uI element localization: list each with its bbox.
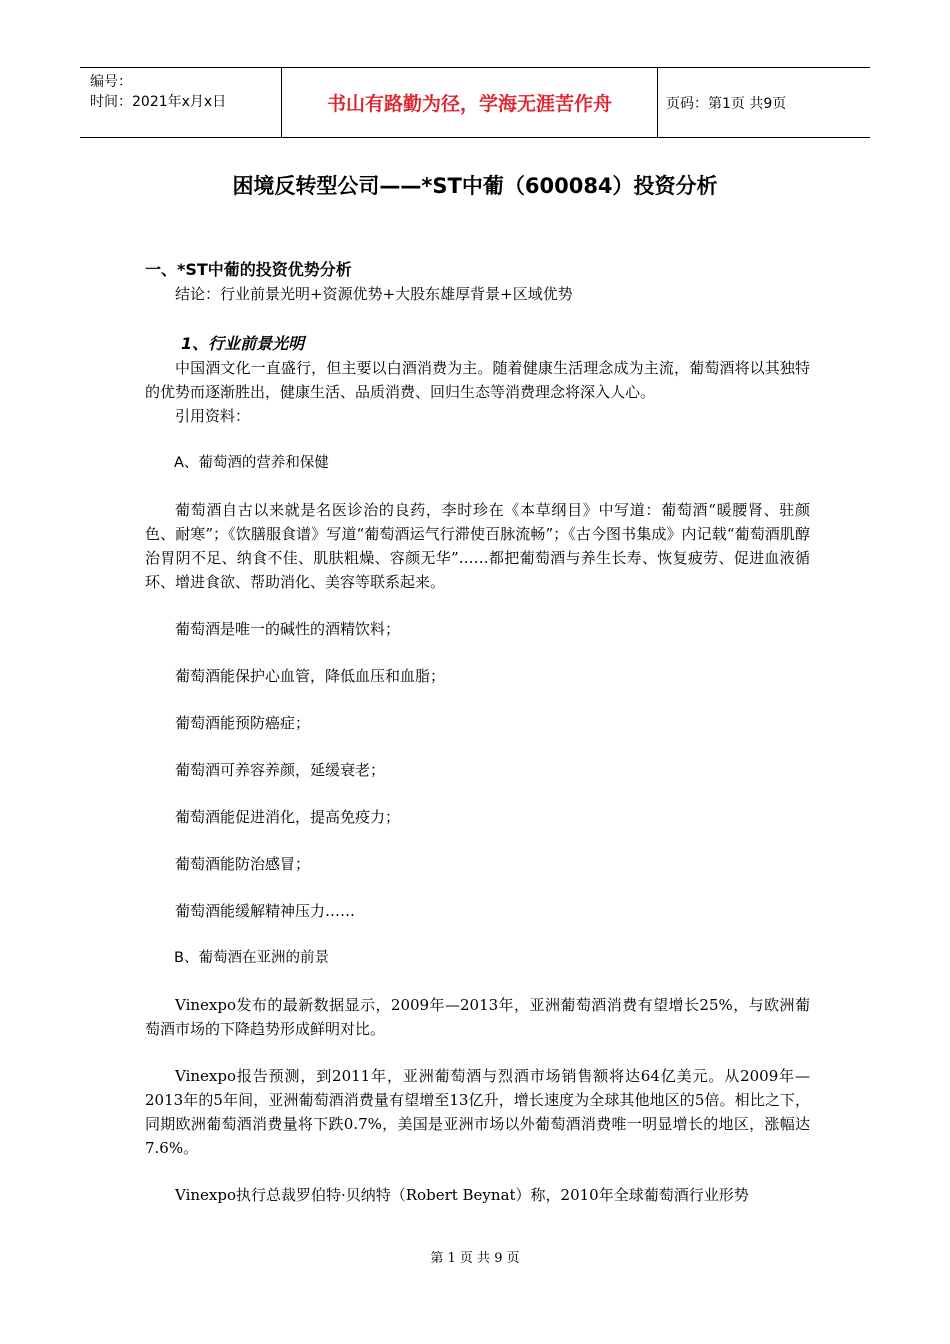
header-meta bbox=[80, 68, 282, 137]
subsection-heading: 1、行业前景光明 bbox=[181, 334, 305, 353]
time-label: 时间：2021年x月x日 bbox=[90, 94, 227, 110]
section-heading: 一、*ST中葡的投资优势分析 bbox=[145, 260, 352, 279]
part-b-paragraph-3: Vinexpo执行总裁罗伯特·贝纳特（Robert Beynat）称，2010年全球葡萄酒行业形势 bbox=[175, 1186, 749, 1204]
part-a-paragraph: 葡萄酒自古以来就是名医诊治的良药，李时珍在《本草纲目》中写道：葡萄酒“暖腰肾、驻颜色、耐寒”；《饮膳服食谱》写道“葡萄酒运气行滞使百脉流畅”；《古今图书集成》内记载“葡萄酒肌醇治胃阴不足、纳食不佳、肌肤粗燥、容颜无华”……都把葡萄酒与养生长寿、恢复疲劳、促进血液循环、增进食欲、帮助消化、美容等联系起来。 bbox=[145, 501, 810, 591]
document-title: 困境反转型公司——*ST中葡（600084）投资分析 bbox=[232, 174, 718, 198]
list-item: 葡萄酒能促进消化，提高免疫力； bbox=[175, 808, 401, 826]
part-b-heading: B、葡萄酒在亚洲的前景 bbox=[174, 950, 329, 966]
reference-label: 引用资料： bbox=[175, 407, 251, 425]
part-b-paragraph-1: Vinexpo发布的最新数据显示，2009年—2013年，亚洲葡萄酒消费有望增长25%，与欧洲葡萄酒市场的下降趋势形成鲜明对比。 bbox=[145, 996, 810, 1038]
conclusion-text: 结论：行业前景光明+资源优势+大股东雄厚背景+区域优势 bbox=[175, 285, 573, 303]
part-a-heading: A、葡萄酒的营养和保健 bbox=[174, 455, 329, 471]
list-item: 葡萄酒能防治感冒； bbox=[175, 855, 311, 873]
part-b-paragraph-2: Vinexpo报告预测，到2011年，亚洲葡萄酒与烈酒市场销售额将达64亿美元。从2009年—2013年的5年间，亚洲葡萄酒消费量有望增至13亿升，增长速度为全球其他地区的5倍。相比之下，同期欧洲葡萄酒消费量将下跌0.7%，美国是亚洲市场以外葡萄酒消费唯一明显增长的地区，涨幅达7.6%。 bbox=[145, 1067, 810, 1157]
header-motto: 书山有路勤为径，学海无涯苦作舟 bbox=[282, 68, 658, 137]
list-item: 葡萄酒能缓解精神压力…… bbox=[175, 902, 356, 920]
intro-paragraph: 中国酒文化一直盛行，但主要以白酒消费为主。随着健康生活理念成为主流，葡萄酒将以其独特的优势而逐渐胜出，健康生活、品质消费、回归生态等消费理念将深入人心。 bbox=[145, 359, 810, 401]
list-item: 葡萄酒能预防癌症； bbox=[175, 714, 311, 732]
page-footer: 第 1 页 共 9 页 bbox=[430, 1251, 520, 1266]
list-item: 葡萄酒可养容养颜，延缓衰老； bbox=[175, 761, 386, 779]
document-header bbox=[80, 67, 870, 138]
header-page-code: 页码：第1页 共9页 bbox=[666, 95, 787, 112]
number-label: 编号： bbox=[90, 74, 132, 90]
document-body bbox=[145, 258, 810, 1207]
list-item: 葡萄酒能保护心血管，降低血压和血脂； bbox=[175, 667, 446, 685]
list-item: 葡萄酒是唯一的碱性的酒精饮料； bbox=[175, 620, 401, 638]
